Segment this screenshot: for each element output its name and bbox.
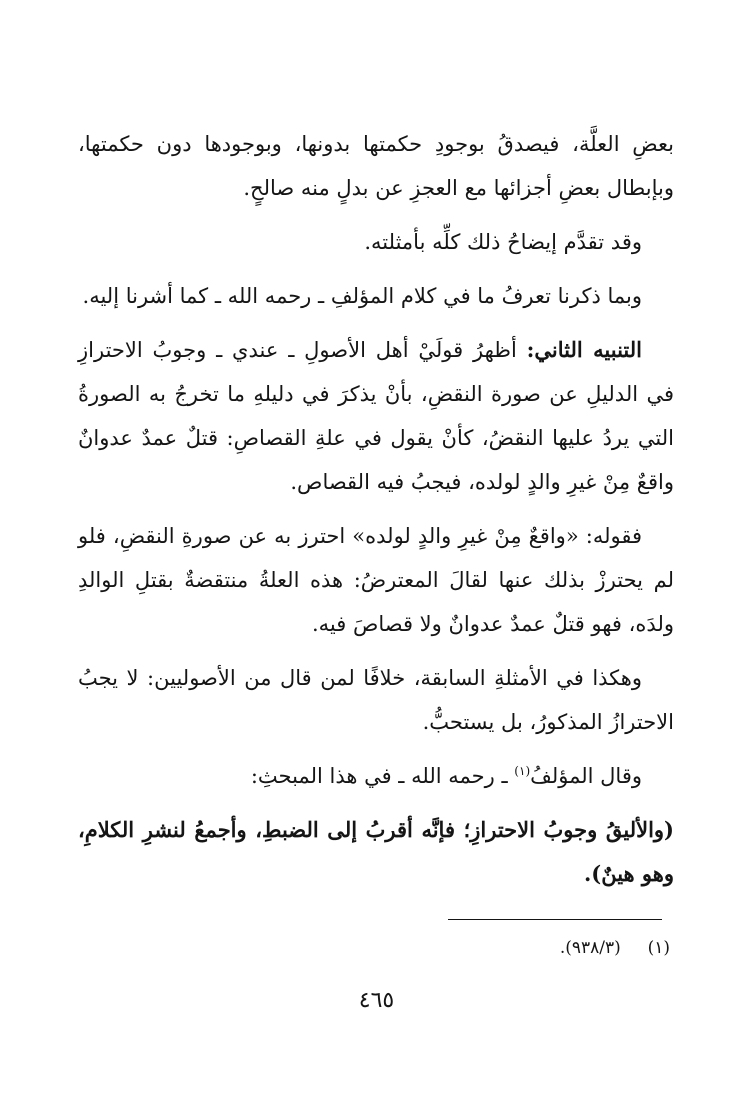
- footnote-marker: (١): [514, 764, 531, 778]
- paragraph-1: بعضِ العلَّة، فيصدقُ بوجودِ حكمتها بدونها، وبوجودها دون حكمتها، وبإبطال بعضِ أجزائها مع العجزِ عن بدلٍ منه صالحٍ.: [78, 132, 674, 200]
- quote-intro-after: ـ رحمه الله ـ في هذا المبحثِ:: [250, 764, 508, 788]
- paragraph-2: وقد تقدَّم إيضاحُ ذلك كلِّه بأمثلته.: [364, 230, 642, 254]
- footnote-number: (١): [647, 938, 670, 958]
- bold-quote: (والأليقُ وجوبُ الاحترازِ؛ فإنَّه أقربُ إلى الضبطِ، وأجمعُ لنشرِ الكلامِ، وهو هينٌ).: [78, 817, 674, 886]
- quote-intro-before: وقال المؤلفُ: [530, 764, 642, 788]
- paragraph-4: [78, 328, 674, 504]
- main-text: [78, 122, 674, 896]
- paragraph-6: وهكذا في الأمثلةِ السابقة، خلافًا لمن قال من الأصوليين: لا يجبُ الاحترازُ المذكورُ، بل يستحبُّ.: [78, 666, 674, 734]
- page-number: ٤٦٥: [358, 988, 395, 1013]
- tanbih-text: أظهرُ قولَيْ أهل الأصولِ ـ عندي ـ وجوبُ الاحترازِ في الدليلِ عن صورة النقضِ، بأنْ يذكرَ في دليلهِ ما تخرجُ به الصورةُ التي يردُ عليها النقضُ، كأنْ يقول في علةِ القصاصِ: قتلٌ عمدٌ عدوانٌ واقعٌ مِنْ غيرِ والدٍ لولده، فيجبُ فيه القصاص.: [78, 338, 674, 494]
- quote-intro: [78, 754, 674, 798]
- footnote-text: (٩٣٨/٣).: [559, 938, 621, 958]
- paragraph-5: فقوله: «واقعٌ مِنْ غيرِ والدٍ لولده» احترز به عن صورةِ النقضِ، فلو لم يحترزْ بذلك عنها لقالَ المعترضُ: هذه العلةُ منتقضةٌ بقتلِ الوالدِ ولدَه، فهو قتلٌ عمدٌ عدوانٌ ولا قصاصَ فيه.: [78, 524, 674, 636]
- tanbih-label: التنبيه الثاني:: [526, 337, 642, 362]
- footnote-separator: [448, 919, 662, 920]
- footnote: [420, 934, 670, 962]
- paragraph-3: وبما ذكرنا تعرفُ ما في كلام المؤلفِ ـ رحمه الله ـ كما أشرنا إليه.: [82, 284, 642, 308]
